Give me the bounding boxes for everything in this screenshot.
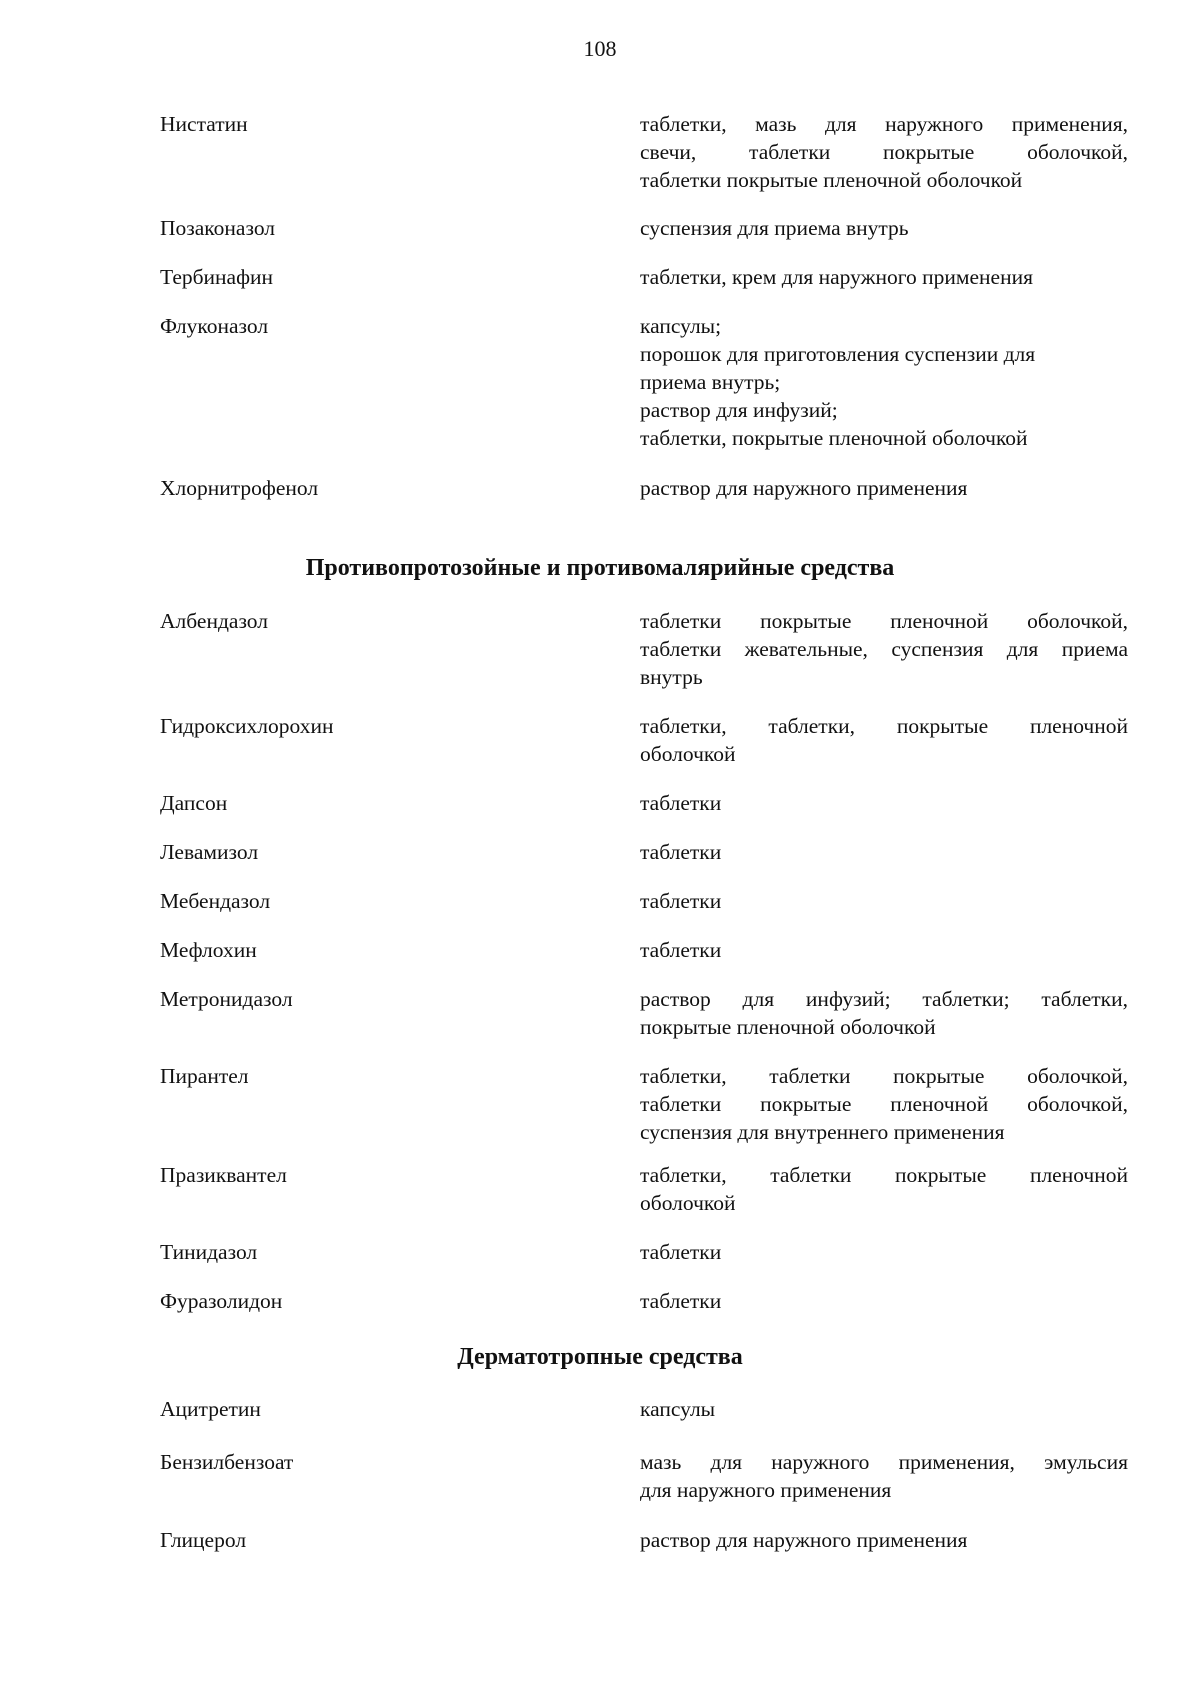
drug-name: Мефлохин bbox=[160, 938, 257, 962]
dosage-forms bbox=[640, 1526, 1128, 1554]
dosage-form-line: приема внутрь; bbox=[640, 370, 781, 394]
dosage-forms bbox=[640, 936, 1128, 964]
dosage-form-line: оболочкой bbox=[640, 742, 736, 766]
drug-name: Гидроксихлорохин bbox=[160, 714, 334, 738]
page-number: 108 bbox=[583, 36, 617, 61]
drug-name: Хлорнитрофенол bbox=[160, 476, 319, 500]
dosage-form-line: капсулы bbox=[640, 1397, 716, 1421]
dosage-forms bbox=[640, 712, 1128, 768]
dosage-form-line: таблетки bbox=[640, 1240, 722, 1264]
dosage-form-line: таблетки покрытые пленочной оболочкой bbox=[640, 168, 1023, 192]
drug-name: Флуконазол bbox=[160, 314, 269, 338]
drug-name: Мебендазол bbox=[160, 889, 271, 913]
dosage-form-line: таблетки bbox=[640, 1289, 722, 1313]
section-heading-antiprotozoal: Противопротозойные и противомалярийные средства bbox=[305, 555, 895, 581]
dosage-form-line: таблетки, таблетки покрытые пленочной bbox=[640, 1163, 1128, 1187]
dosage-form-line: капсулы; bbox=[640, 314, 722, 338]
drug-name: Ацитретин bbox=[160, 1397, 261, 1421]
drug-name: Позаконазол bbox=[160, 216, 276, 240]
dosage-form-line: для наружного применения bbox=[640, 1478, 892, 1502]
dosage-forms bbox=[640, 985, 1128, 1041]
dosage-form-line: свечи, таблетки покрытые оболочкой, bbox=[640, 140, 1128, 164]
dosage-forms bbox=[640, 789, 1128, 817]
dosage-forms bbox=[640, 1395, 1128, 1423]
dosage-form-line: мазь для наружного применения, эмульсия bbox=[640, 1450, 1128, 1474]
drug-name: Бензилбензоат bbox=[160, 1450, 294, 1474]
dosage-form-line: таблетки покрытые пленочной оболочкой, bbox=[640, 609, 1128, 633]
drug-name: Тинидазол bbox=[160, 1240, 258, 1264]
drug-name: Метронидазол bbox=[160, 987, 293, 1011]
dosage-forms bbox=[640, 1287, 1128, 1315]
drug-name: Дапсон bbox=[160, 791, 228, 815]
drug-name: Нистатин bbox=[160, 112, 248, 136]
dosage-form-line: таблетки жевательные, суспензия для приема bbox=[640, 637, 1128, 661]
dosage-forms bbox=[640, 1448, 1128, 1504]
dosage-form-line: таблетки, покрытые пленочной оболочкой bbox=[640, 426, 1028, 450]
dosage-form-line: раствор для инфузий; таблетки; таблетки, bbox=[640, 987, 1128, 1011]
drug-name: Левамизол bbox=[160, 840, 259, 864]
dosage-form-line: раствор для наружного применения bbox=[640, 476, 968, 500]
drug-name: Албендазол bbox=[160, 609, 269, 633]
dosage-forms bbox=[640, 1161, 1128, 1217]
drug-name: Фуразолидон bbox=[160, 1289, 283, 1313]
dosage-form-line: покрытые пленочной оболочкой bbox=[640, 1015, 936, 1039]
dosage-form-line: порошок для приготовления суспензии для bbox=[640, 342, 1036, 366]
drug-name: Тербинафин bbox=[160, 265, 274, 289]
dosage-form-line: таблетки, мазь для наружного применения, bbox=[640, 112, 1128, 136]
dosage-form-line: оболочкой bbox=[640, 1191, 736, 1215]
dosage-form-line: таблетки bbox=[640, 938, 722, 962]
dosage-forms bbox=[640, 1062, 1128, 1146]
dosage-forms bbox=[640, 1238, 1128, 1266]
dosage-form-line: таблетки bbox=[640, 791, 722, 815]
dosage-form-line: таблетки, крем для наружного применения bbox=[640, 265, 1033, 289]
dosage-forms bbox=[640, 838, 1128, 866]
dosage-forms bbox=[640, 474, 1128, 502]
dosage-forms bbox=[640, 263, 1128, 291]
dosage-form-line: суспензия для приема внутрь bbox=[640, 216, 909, 240]
dosage-forms bbox=[640, 312, 1128, 452]
dosage-form-line: таблетки bbox=[640, 889, 722, 913]
dosage-form-line: таблетки, таблетки, покрытые пленочной bbox=[640, 714, 1128, 738]
dosage-forms bbox=[640, 214, 1128, 242]
dosage-form-line: раствор для инфузий; bbox=[640, 398, 838, 422]
section-heading-dermatotropic: Дерматотропные средства bbox=[457, 1344, 743, 1370]
dosage-form-line: суспензия для внутреннего применения bbox=[640, 1120, 1005, 1144]
dosage-forms bbox=[640, 607, 1128, 691]
drug-name: Празиквантел bbox=[160, 1163, 287, 1187]
dosage-form-line: внутрь bbox=[640, 665, 703, 689]
drug-name: Пирантел bbox=[160, 1064, 249, 1088]
dosage-form-line: таблетки bbox=[640, 840, 722, 864]
dosage-form-line: таблетки, таблетки покрытые оболочкой, bbox=[640, 1064, 1128, 1088]
drug-name: Глицерол bbox=[160, 1528, 247, 1552]
dosage-form-line: раствор для наружного применения bbox=[640, 1528, 968, 1552]
dosage-forms bbox=[640, 887, 1128, 915]
dosage-form-line: таблетки покрытые пленочной оболочкой, bbox=[640, 1092, 1128, 1116]
dosage-forms bbox=[640, 110, 1128, 194]
